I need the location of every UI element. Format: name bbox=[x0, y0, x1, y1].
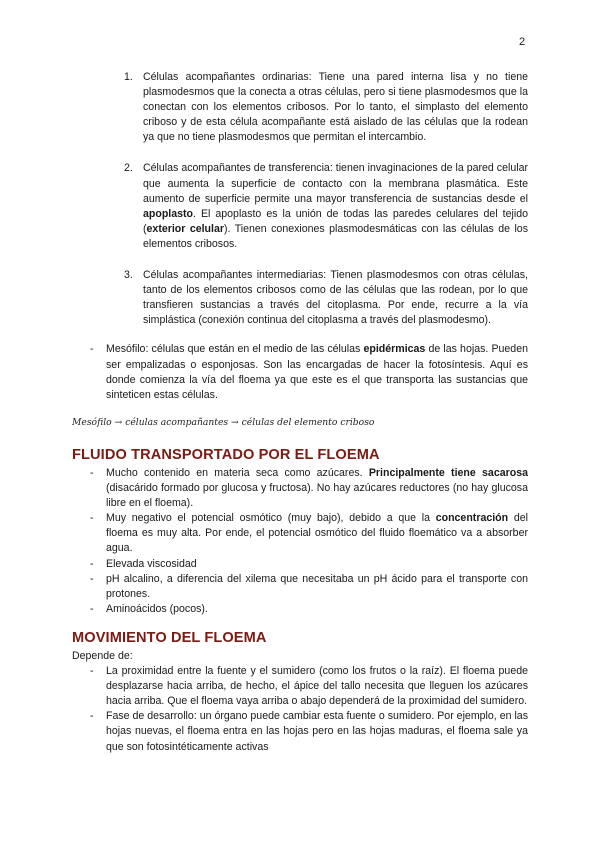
list-item bbox=[72, 466, 528, 511]
list-item bbox=[72, 511, 528, 556]
document-body bbox=[72, 70, 528, 755]
mesofilo-list bbox=[72, 342, 528, 402]
list-text: Fase de desarrollo: un órgano puede cambiar esta fuente o sumidero. Por ejemplo, en las hojas nuevas, el floema entra en las hojas pero en las hojas maduras, el floema sale ya que son fotosintéticamente activas bbox=[106, 710, 528, 753]
list-text: Muy negativo el potencial osmótico (muy bajo), debido a que la bbox=[106, 512, 436, 525]
section-heading-movimiento: MOVIMIENTO DEL FLOEMA bbox=[72, 629, 267, 646]
list-number: 3. bbox=[124, 269, 133, 282]
list-number: 2. bbox=[124, 162, 133, 175]
list-text: Aminoácidos (pocos). bbox=[106, 602, 208, 615]
list-item-intermediarias bbox=[72, 268, 528, 328]
list-item bbox=[72, 709, 528, 754]
list-text: del floema es muy alta. Por ende, el potencial osmótico del fluido floemático va a absorber agua. bbox=[106, 512, 528, 555]
list-text: Mucho contenido en materia seca como azúcares. bbox=[106, 466, 369, 479]
list-text: Células acompañantes de transferencia: tienen invaginaciones de la pared celular que aumenta la superficie de contacto con la membrana plasmática. Este aumento de superficie permite una mayor transferencia de sustancias desde el bbox=[143, 162, 528, 205]
list-item bbox=[72, 572, 528, 602]
bullet-dash: - bbox=[90, 710, 94, 723]
list-text: (disacárido formado por glucosa y fructosa). No hay azúcares reductores (no hay glucosa libre en el floema). bbox=[106, 482, 528, 510]
movimiento-list bbox=[72, 664, 528, 755]
list-number: 1. bbox=[124, 71, 133, 83]
list-text: Mesófilo: células que están en el medio de las células bbox=[106, 343, 364, 356]
list-text: . El apoplasto es la unión de todas las paredes celulares del tejido ( bbox=[143, 207, 528, 235]
companion-cells-list bbox=[72, 70, 528, 328]
bullet-dash: - bbox=[90, 512, 94, 525]
bullet-dash: - bbox=[90, 572, 94, 585]
bullet-dash: - bbox=[90, 466, 94, 479]
list-text: Células acompañantes intermediarias: Tienen plasmodesmos con otras células, tanto de los elementos cribosos como de las células que las rodean, por lo que transfieren sustancias a través del citoplasma. Por ende, recurre a la vía simplástica (conexión continua del citoplasma a través del plasmodesmo). bbox=[143, 269, 528, 327]
list-text: Células acompañantes ordinarias: Tiene una pared interna lisa y no tiene plasmodesmos que la conecta a otras células, pero si tiene plasmodesmos que la conectan con los elementos cribosos. Por lo tanto, el simplasto del elemento criboso y de esta célula acompañante está aislado de las células que la rodean ya que no tiene plasmodesmos que permitan el intercambio. bbox=[143, 71, 528, 144]
list-text: pH alcalino, a diferencia del xilema que necesitaba un pH ácido para el transporte con protones. bbox=[106, 572, 528, 600]
bullet-dash: - bbox=[90, 557, 94, 570]
bold-term-exterior-celular: exterior celular bbox=[146, 222, 224, 235]
list-item-transferencia bbox=[72, 161, 528, 252]
page-number: 2 bbox=[519, 36, 526, 48]
section-intro: Depende de: bbox=[72, 650, 133, 662]
list-item bbox=[72, 557, 528, 572]
list-item bbox=[72, 664, 528, 709]
bullet-dash: - bbox=[90, 602, 94, 615]
bullet-dash: - bbox=[90, 343, 94, 356]
section-heading-fluido: FLUIDO TRANSPORTADO POR EL FLOEMA bbox=[72, 446, 380, 463]
list-text: de las hojas. Pueden ser empalizadas o esponjosas. Son las encargadas de hacer la fotosíntesis. Aquí es donde comienza la vía del floema ya que este es el que transporta las sustancias que sinteticen estas células. bbox=[106, 343, 528, 401]
list-item-mesofilo bbox=[72, 342, 528, 402]
bold-term-apoplasto: apoplasto bbox=[143, 207, 194, 220]
bold-term-sacarosa: Principalmente tiene sacarosa bbox=[368, 466, 528, 479]
list-text: Elevada viscosidad bbox=[106, 557, 197, 570]
bold-term-epidermicas: epidérmicas bbox=[363, 343, 426, 356]
list-text: La proximidad entre la fuente y el sumidero (como los frutos o la raíz). El floema puede desplazarse hacia arriba, de hecho, el ápice del tallo necesita que lleguen los azúcares hacia arriba. Que el floema vaya arriba o abajo dependerá de la proximidad del sumidero. bbox=[106, 665, 528, 708]
bold-term-concentracion: concentración bbox=[435, 512, 509, 525]
list-item bbox=[72, 602, 528, 617]
fluido-list bbox=[72, 466, 528, 617]
list-item-ordinarias bbox=[72, 70, 528, 145]
list-text: ). Tienen conexiones plasmodesmáticas con las células de los elementos cribosos. bbox=[143, 222, 528, 250]
pathway-formula: Mesófilo → células acompañantes → células del elemento criboso bbox=[72, 416, 375, 428]
bullet-dash: - bbox=[90, 665, 94, 678]
